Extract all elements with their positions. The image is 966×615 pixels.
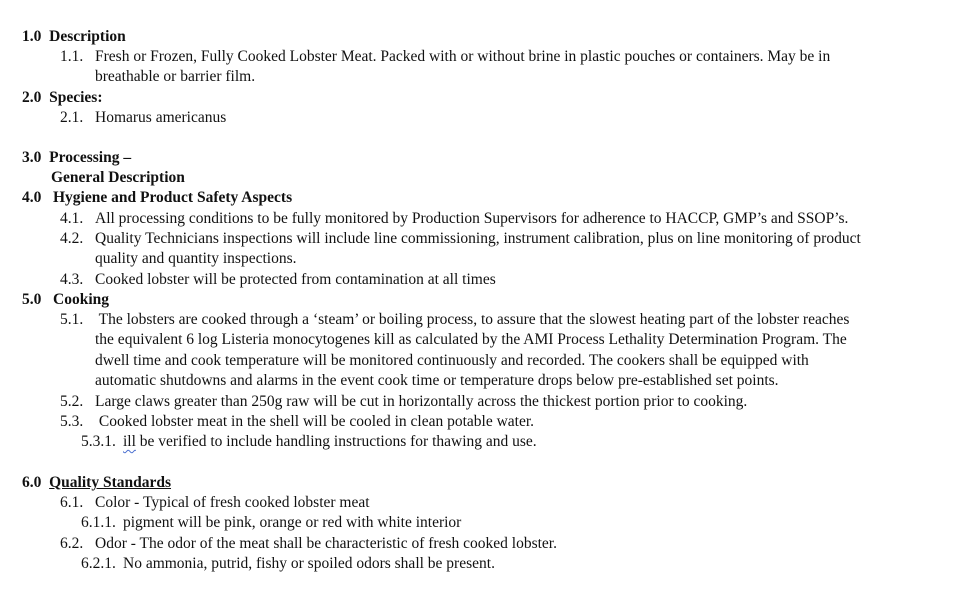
item-number: 6.1. xyxy=(60,494,84,511)
list-item xyxy=(60,209,848,229)
section-heading-processing xyxy=(22,148,131,168)
item-text: Cooked lobster meat in the shell will be cooled in clean potable water. xyxy=(95,413,535,430)
section-heading-description xyxy=(22,27,126,47)
sub-item-text: No ammonia, putrid, fishy or spoiled odors shall be present. xyxy=(123,555,495,572)
sub-item-number: 5.3.1. xyxy=(81,433,116,450)
item-text-continued: the equivalent 6 log Listeria monocytogenes kill as calculated by the AMI Process Lethality Determination Program. The xyxy=(95,331,847,348)
item-text-continued: breathable or barrier film. xyxy=(95,68,256,85)
item-number: 4.2. xyxy=(60,230,84,247)
item-number: 4.1. xyxy=(60,210,84,227)
list-item xyxy=(60,108,226,128)
section-subtitle: General Description xyxy=(51,169,185,186)
list-item xyxy=(60,229,861,249)
list-item xyxy=(60,310,849,330)
sub-list-item xyxy=(81,432,537,452)
list-item xyxy=(60,47,830,67)
list-item xyxy=(60,392,747,412)
section-number: 3.0 xyxy=(22,149,42,166)
item-number: 6.2. xyxy=(60,535,84,552)
section-title: Quality Standards xyxy=(49,474,172,491)
item-text: The lobsters are cooked through a ‘steam’ or boiling process, to assure that the slowest heating part of the lobster reaches xyxy=(95,311,850,328)
sub-list-item xyxy=(81,513,461,533)
sub-item-number: 6.2.1. xyxy=(81,555,116,572)
section-title: Species: xyxy=(49,89,103,106)
item-text: Cooked lobster will be protected from contamination at all times xyxy=(95,271,496,288)
sub-item-text: pigment will be pink, orange or red with white interior xyxy=(123,514,462,531)
sub-item-number: 6.1.1. xyxy=(81,514,116,531)
list-item xyxy=(60,534,557,554)
item-number: 4.3. xyxy=(60,271,84,288)
section-number: 2.0 xyxy=(22,89,42,106)
section-title: Cooking xyxy=(53,291,109,308)
item-text: Color - Typical of fresh cooked lobster meat xyxy=(95,494,370,511)
list-item xyxy=(60,412,534,432)
item-text-continued: dwell time and cook temperature will be monitored continuously and recorded. The cookers shall be equipped with xyxy=(95,352,809,369)
section-number: 4.0 xyxy=(22,189,42,206)
section-number: 5.0 xyxy=(22,291,42,308)
item-text: Quality Technicians inspections will include line commissioning, instrument calibration, plus on line monitoring of product xyxy=(95,230,861,247)
section-title: Description xyxy=(49,28,126,45)
item-text: All processing conditions to be fully monitored by Production Supervisors for adherence to HACCP, GMP’s and SSOP’s. xyxy=(95,210,849,227)
section-heading-cooking xyxy=(22,290,109,310)
sub-item-text: be verified to include handling instructions for thawing and use. xyxy=(135,433,537,450)
item-number: 5.3. xyxy=(60,413,84,430)
item-number: 5.2. xyxy=(60,393,84,410)
item-text: Fresh or Frozen, Fully Cooked Lobster Meat. Packed with or without brine in plastic pouches or containers. May be in xyxy=(95,48,831,65)
section-title: Hygiene and Product Safety Aspects xyxy=(53,189,293,206)
item-number: 2.1. xyxy=(60,109,84,126)
item-number: 1.1. xyxy=(60,48,84,65)
item-text: Homarus americanus xyxy=(95,109,227,126)
section-title: Processing – xyxy=(49,149,132,166)
item-number: 5.1. xyxy=(60,311,84,328)
sub-list-item xyxy=(81,554,495,574)
section-heading-species xyxy=(22,88,103,108)
section-heading-hygiene xyxy=(22,188,292,208)
item-text: Large claws greater than 250g raw will be cut in horizontally across the thickest portion prior to cooking. xyxy=(95,393,748,410)
item-text-continued: automatic shutdowns and alarms in the event cook time or temperature drops below pre-established set points. xyxy=(95,372,779,389)
list-item xyxy=(60,270,496,290)
item-text-continued: quality and quantity inspections. xyxy=(95,250,297,267)
item-text: Odor - The odor of the meat shall be characteristic of fresh cooked lobster. xyxy=(95,535,557,552)
list-item xyxy=(60,493,370,513)
section-number: 1.0 xyxy=(22,28,42,45)
spellcheck-flagged-word[interactable]: ill xyxy=(123,433,136,450)
section-heading-quality xyxy=(22,473,171,493)
section-number: 6.0 xyxy=(22,474,42,491)
